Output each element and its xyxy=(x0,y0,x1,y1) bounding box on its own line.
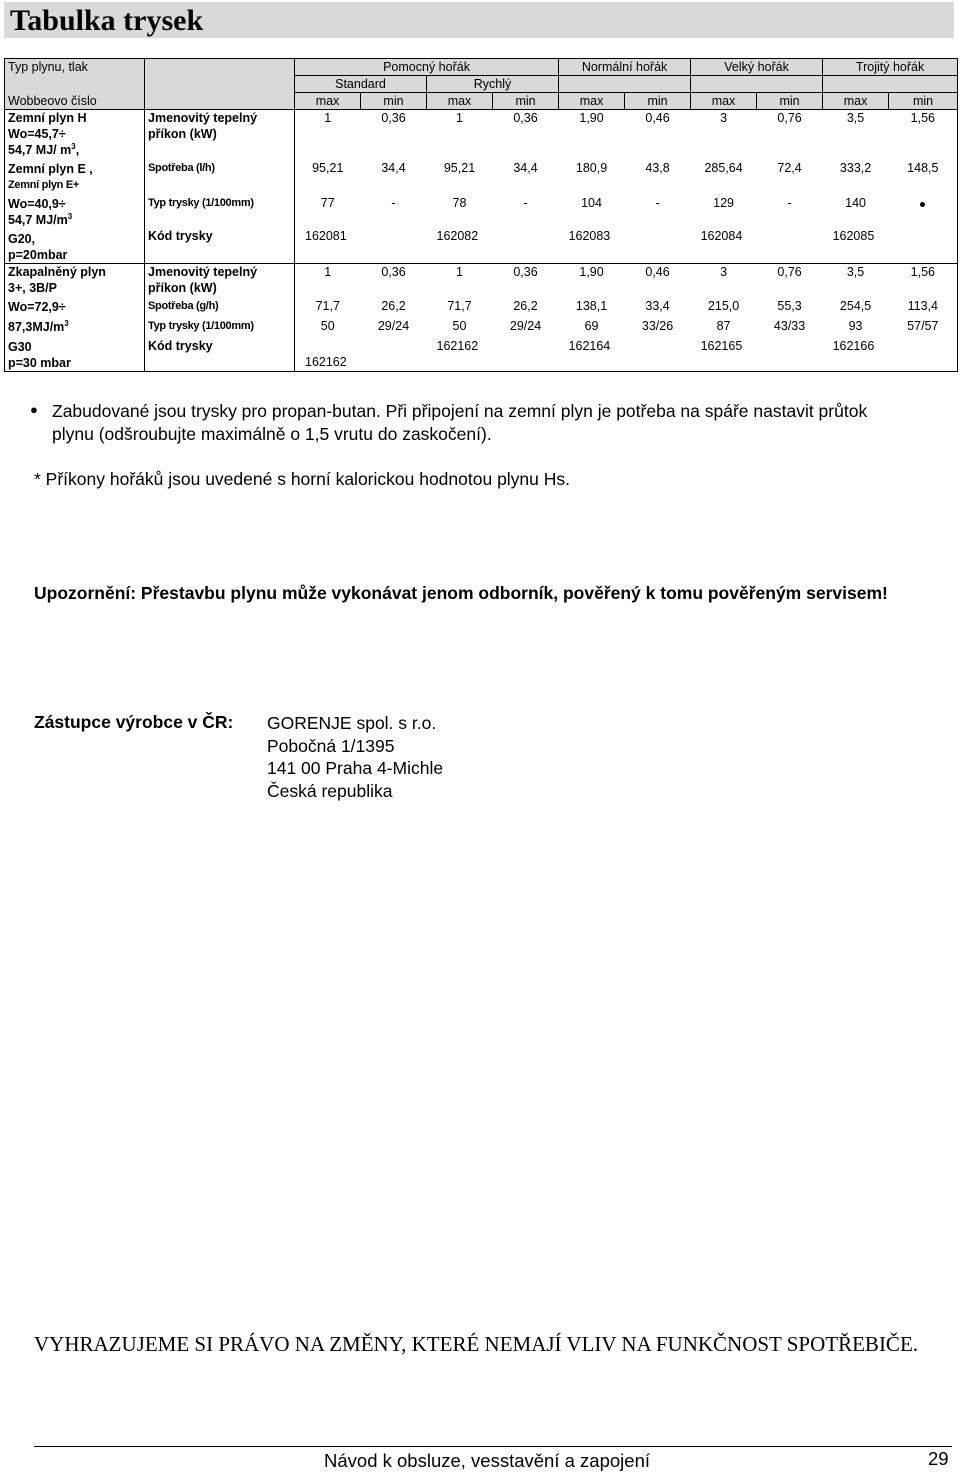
page-number: 29 xyxy=(928,1448,949,1469)
table-cell: 0,76 xyxy=(777,265,802,279)
title-bar xyxy=(4,2,954,38)
table-cell: - xyxy=(523,196,528,211)
table-cell: 0,46 xyxy=(645,265,670,279)
table-cell: 162166 xyxy=(823,338,958,372)
table-cell: 333,2 xyxy=(839,161,872,176)
table-cell: 162162 xyxy=(295,338,427,372)
table-cell: 33/26 xyxy=(641,318,674,333)
table-cell: 162084 xyxy=(691,228,823,263)
table-cell: 57/57 xyxy=(889,318,958,338)
address-line: 141 00 Praha 4-Michle xyxy=(267,758,444,778)
bullet-icon xyxy=(920,202,925,207)
table-cell: - xyxy=(391,196,396,211)
table-cell: 148,5 xyxy=(889,160,958,195)
header-min: min xyxy=(361,93,427,110)
table-cell: 138,1 xyxy=(575,298,608,313)
table-cell: 0,46 xyxy=(645,111,670,125)
table-cell: 0,36 xyxy=(381,265,406,279)
header-triple-burner: Trojitý hořák xyxy=(823,59,958,76)
table-cell: 113,4 xyxy=(889,298,958,318)
table-cell: 162083 xyxy=(559,228,691,263)
row-label: Typ trysky (1/100mm) xyxy=(145,318,295,338)
table-cell: 77 xyxy=(320,196,335,211)
table-cell: 87 xyxy=(716,318,731,333)
row-label: Kód trysky xyxy=(145,338,295,372)
table-row xyxy=(5,298,958,318)
table-cell: 1 xyxy=(324,265,332,279)
table-row xyxy=(5,110,958,161)
table-cell: 71,7 xyxy=(447,298,472,313)
table-cell: 29/24 xyxy=(377,318,410,333)
table-cell: 162164 xyxy=(559,338,691,372)
table-cell: 95,21 xyxy=(443,161,476,176)
address-line: GORENJE spol. s r.o. xyxy=(267,713,437,733)
table-cell: 1,90 xyxy=(579,265,604,279)
row-label: Jmenovitý tepelný příkon (kW) xyxy=(145,110,295,161)
footer-title: Návod k obsluze, vesstavění a zapojení xyxy=(324,1450,650,1471)
header-row-2 xyxy=(5,76,958,93)
header-min: min xyxy=(757,93,823,110)
table-cell: 26,2 xyxy=(513,298,538,313)
table-cell: 78 xyxy=(452,196,467,211)
table-cell: 104 xyxy=(581,196,602,211)
table-cell: 43,8 xyxy=(645,161,670,176)
table-cell: 3 xyxy=(720,265,728,279)
table-cell: 1 xyxy=(456,265,463,279)
address-line: Česká republika xyxy=(267,780,393,801)
table-cell: 1 xyxy=(456,111,463,125)
table-cell: 1,90 xyxy=(579,111,604,125)
table-row xyxy=(5,318,958,338)
table-row xyxy=(5,160,958,195)
table-cell: - xyxy=(655,196,660,211)
row-label: Typ trysky (1/100mm) xyxy=(145,195,295,228)
table-cell: 162165 xyxy=(691,338,823,372)
table-cell: 0,76 xyxy=(777,111,802,125)
header-min: min xyxy=(625,93,691,110)
table-cell: 3,5 xyxy=(846,265,865,279)
representative-label: Zástupce výrobce v ČR: xyxy=(34,712,234,732)
header-max: max xyxy=(427,93,493,110)
footer-divider xyxy=(34,1446,952,1447)
table-row xyxy=(5,195,958,228)
table-cell: 72,4 xyxy=(777,161,802,176)
nozzle-table xyxy=(4,58,958,372)
header-row-1 xyxy=(5,59,958,76)
table-cell: 93 xyxy=(848,318,863,333)
header-row-3 xyxy=(5,93,958,110)
header-max: max xyxy=(691,93,757,110)
table-cell: 34,4 xyxy=(513,161,538,176)
warning-text: Upozornění: Přestavbu plynu může vykonávat jenom odborník, pověřený k tomu pověřeným servisem! xyxy=(34,583,888,603)
table-cell: 162082 xyxy=(427,228,559,263)
row-label: Spotřeba (g/h) xyxy=(145,298,295,318)
row-label: Jmenovitý tepelný příkon (kW) xyxy=(145,264,295,298)
bullet-cell xyxy=(889,195,958,228)
header-min: min xyxy=(493,93,559,110)
representative-address xyxy=(267,712,443,802)
header-large-burner: Velký hořák xyxy=(691,59,823,76)
row-label: Spotřeba (l/h) xyxy=(145,160,295,195)
table-cell: 69 xyxy=(584,318,599,333)
table-cell: 254,5 xyxy=(839,298,872,313)
note-power: * Příkony hořáků jsou uvedené s horní kalorickou hodnotou plynu Hs. xyxy=(34,469,571,489)
table-cell: 285,64 xyxy=(704,161,743,176)
rights-notice: VYHRAZUJEME SI PRÁVO NA ZMĚNY, KTERÉ NEMAJÍ VLIV NA FUNKČNOST SPOTŘEBIČE. xyxy=(34,1332,919,1356)
header-max: max xyxy=(295,93,361,110)
table-cell: 0,36 xyxy=(381,111,406,125)
natural-gas-cell: Zemní plyn H Wo=45,7÷ 54,7 MJ/ $m^3$, Zemní plyn E , Zemní plyn E+ Wo=40,9÷ 54,7 $MJ/m^3$ G20, p=20mbar xyxy=(5,110,145,264)
header-max: max xyxy=(559,93,625,110)
header-normal-burner: Normální hořák xyxy=(559,59,691,76)
table-row xyxy=(5,338,958,372)
header-aux-burner: Pomocný hořák xyxy=(295,59,559,76)
table-cell: 95,21 xyxy=(312,161,344,176)
table-cell: 50 xyxy=(452,318,467,333)
table-cell: 140 xyxy=(845,196,866,211)
table-cell: 0,36 xyxy=(513,111,538,125)
table-cell: - xyxy=(787,196,792,211)
table-cell: 50 xyxy=(320,318,335,333)
table-cell: 34,4 xyxy=(381,161,406,176)
table-cell: 71,7 xyxy=(315,298,340,313)
table-cell: 180,9 xyxy=(575,161,608,176)
table-cell: 1 xyxy=(324,111,332,125)
table-cell: 162081 xyxy=(295,228,427,263)
header-min: min xyxy=(889,93,958,110)
header-standard: Standard xyxy=(295,76,427,93)
table-cell: 1,56 xyxy=(889,110,958,161)
row-label: Kód trysky xyxy=(145,228,295,263)
header-max: max xyxy=(823,93,889,110)
note-nozzles: Zabudované jsou trysky pro propan-butan. Při připojení na zemní plyn je potřeba na spáře nastavit průtok plynu (odšroubujte maximálně o 1,5 vrutu do zaskočení). xyxy=(52,401,868,444)
table-cell: 26,2 xyxy=(381,298,406,313)
table-cell: 55,3 xyxy=(777,298,802,313)
table-cell: 162085 xyxy=(823,228,958,263)
table-cell: 0,36 xyxy=(513,265,538,279)
table-cell: 3 xyxy=(720,111,728,125)
header-rapid: Rychlý xyxy=(427,76,559,93)
table-cell: 3,5 xyxy=(846,111,865,125)
table-cell: 29/24 xyxy=(509,318,542,333)
header-gas-type: Typ plynu, tlak xyxy=(5,59,145,76)
table-cell: 1,56 xyxy=(889,264,958,298)
table-cell: 43/33 xyxy=(773,318,806,333)
header-wobbe: Wobbeovo číslo xyxy=(5,93,145,110)
table-cell: 129 xyxy=(713,196,734,211)
table-row xyxy=(5,228,958,263)
table-row xyxy=(5,264,958,298)
table-cell: 215,0 xyxy=(707,298,740,313)
address-line: Pobočná 1/1395 xyxy=(267,735,395,756)
table-cell: 33,4 xyxy=(645,298,670,313)
lpg-cell: Zkapalněný plyn 3+, 3B/P Wo=72,9÷ $87,3MJ/m^3$ G30 p=30 mbar xyxy=(5,264,145,372)
bullet-icon: ● xyxy=(30,402,38,417)
table-cell: 162162 xyxy=(427,338,559,372)
page-title: Tabulka trysek xyxy=(10,4,204,37)
